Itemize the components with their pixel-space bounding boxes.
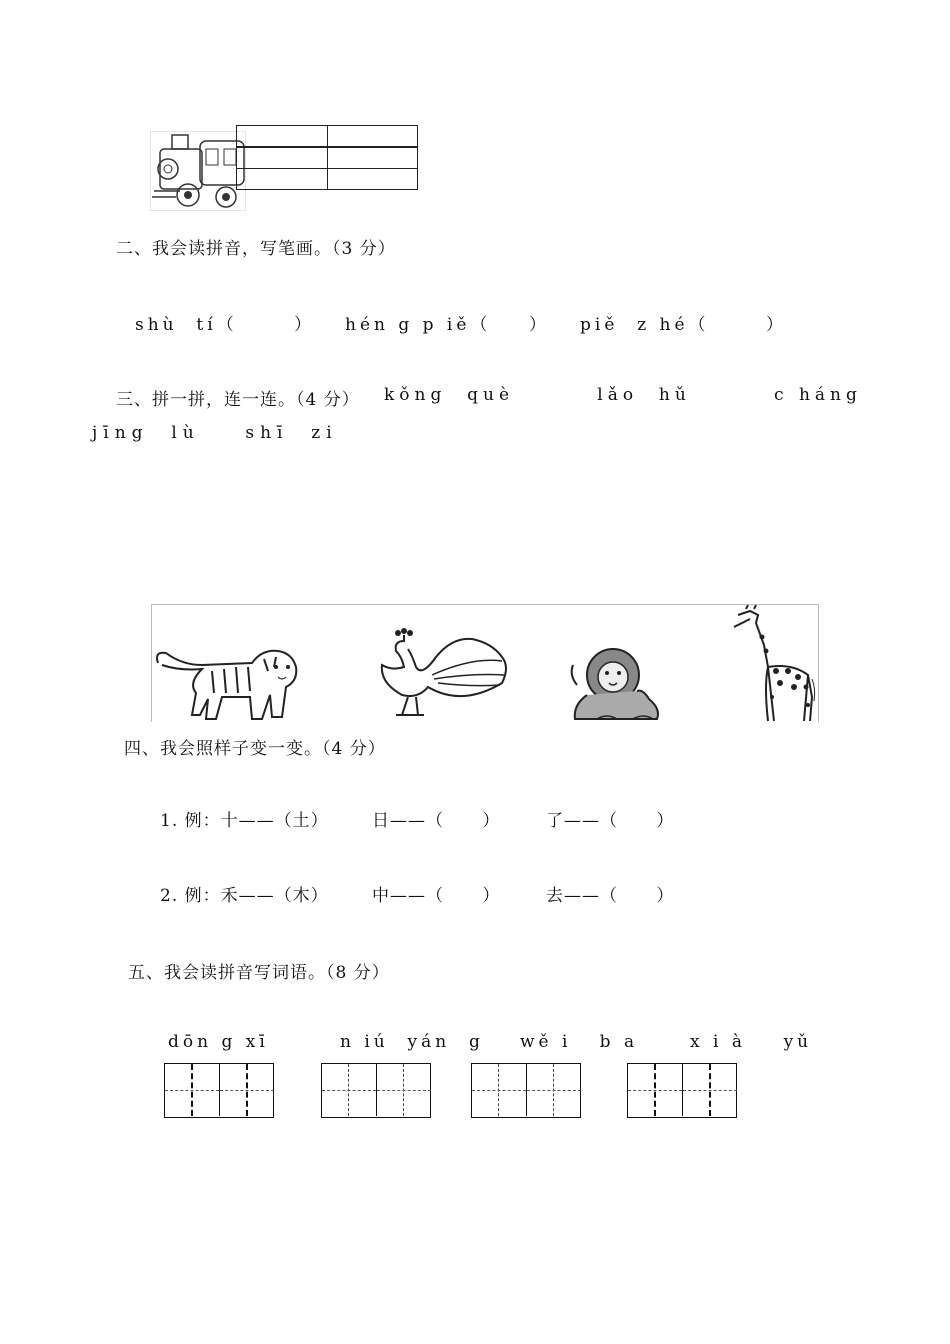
writing-cell[interactable] [376, 1064, 431, 1116]
writing-cell[interactable] [165, 1064, 219, 1116]
lion-illustration[interactable] [567, 645, 667, 727]
section5-heading: 五、我会读拼音写词语。（8 分） [128, 963, 390, 983]
writing-cell[interactable] [526, 1064, 581, 1116]
giraffe-illustration[interactable] [728, 605, 818, 726]
section3-pinyin-line1: kǒng què lǎo hǔ c háng [384, 385, 862, 405]
section4-example-2: 2. 例：禾——（木） [160, 886, 329, 906]
writing-cell[interactable] [472, 1064, 526, 1116]
writing-cell[interactable] [682, 1064, 737, 1116]
writing-cell[interactable] [628, 1064, 682, 1116]
section5-pinyin: n iú yán g [340, 1032, 484, 1052]
table-cell[interactable] [237, 169, 328, 190]
section4-answer[interactable]: 了——（ ） [546, 811, 675, 831]
section4-answer[interactable]: 中——（ ） [372, 886, 501, 906]
animal-strip [151, 604, 819, 722]
section5-pinyin: x i à yǔ [690, 1032, 813, 1052]
writing-grid[interactable] [321, 1063, 431, 1118]
peacock-illustration[interactable] [362, 627, 512, 726]
table-cell[interactable] [327, 169, 418, 190]
writing-cell[interactable] [219, 1064, 274, 1116]
writing-cell[interactable] [322, 1064, 376, 1116]
writing-grid[interactable] [471, 1063, 581, 1118]
table-cell[interactable] [327, 126, 418, 148]
section3-heading: 三、拼一拼，连一连。（4 分） [116, 390, 360, 410]
section2-item: hén g p iě（ ） [345, 315, 551, 335]
section2-heading: 二、我会读拼音，写笔画。（3 分） [116, 239, 396, 259]
writing-grid[interactable] [627, 1063, 737, 1118]
table-cell[interactable] [237, 147, 328, 169]
section3-pinyin-line2: jīng lù shī zi [92, 423, 338, 443]
section4-example-1: 1. 例：十——（土） [160, 811, 329, 831]
table-cell[interactable] [327, 147, 418, 169]
section5-pinyin: dōn g xī [168, 1032, 269, 1052]
train-illustration [140, 112, 236, 192]
section4-answer[interactable]: 日——（ ） [372, 811, 501, 831]
table-cell[interactable] [237, 126, 328, 148]
section4-heading: 四、我会照样子变一变。（4 分） [124, 739, 386, 759]
section2-item: shù tí（ ） [135, 315, 316, 335]
section4-answer[interactable]: 去——（ ） [546, 886, 675, 906]
train-answer-table [236, 125, 418, 190]
writing-grid[interactable] [164, 1063, 274, 1118]
section5-pinyin: wě i b a [520, 1032, 639, 1052]
section2-item: piě z hé（ ） [580, 315, 787, 335]
tiger-illustration[interactable] [152, 643, 302, 727]
